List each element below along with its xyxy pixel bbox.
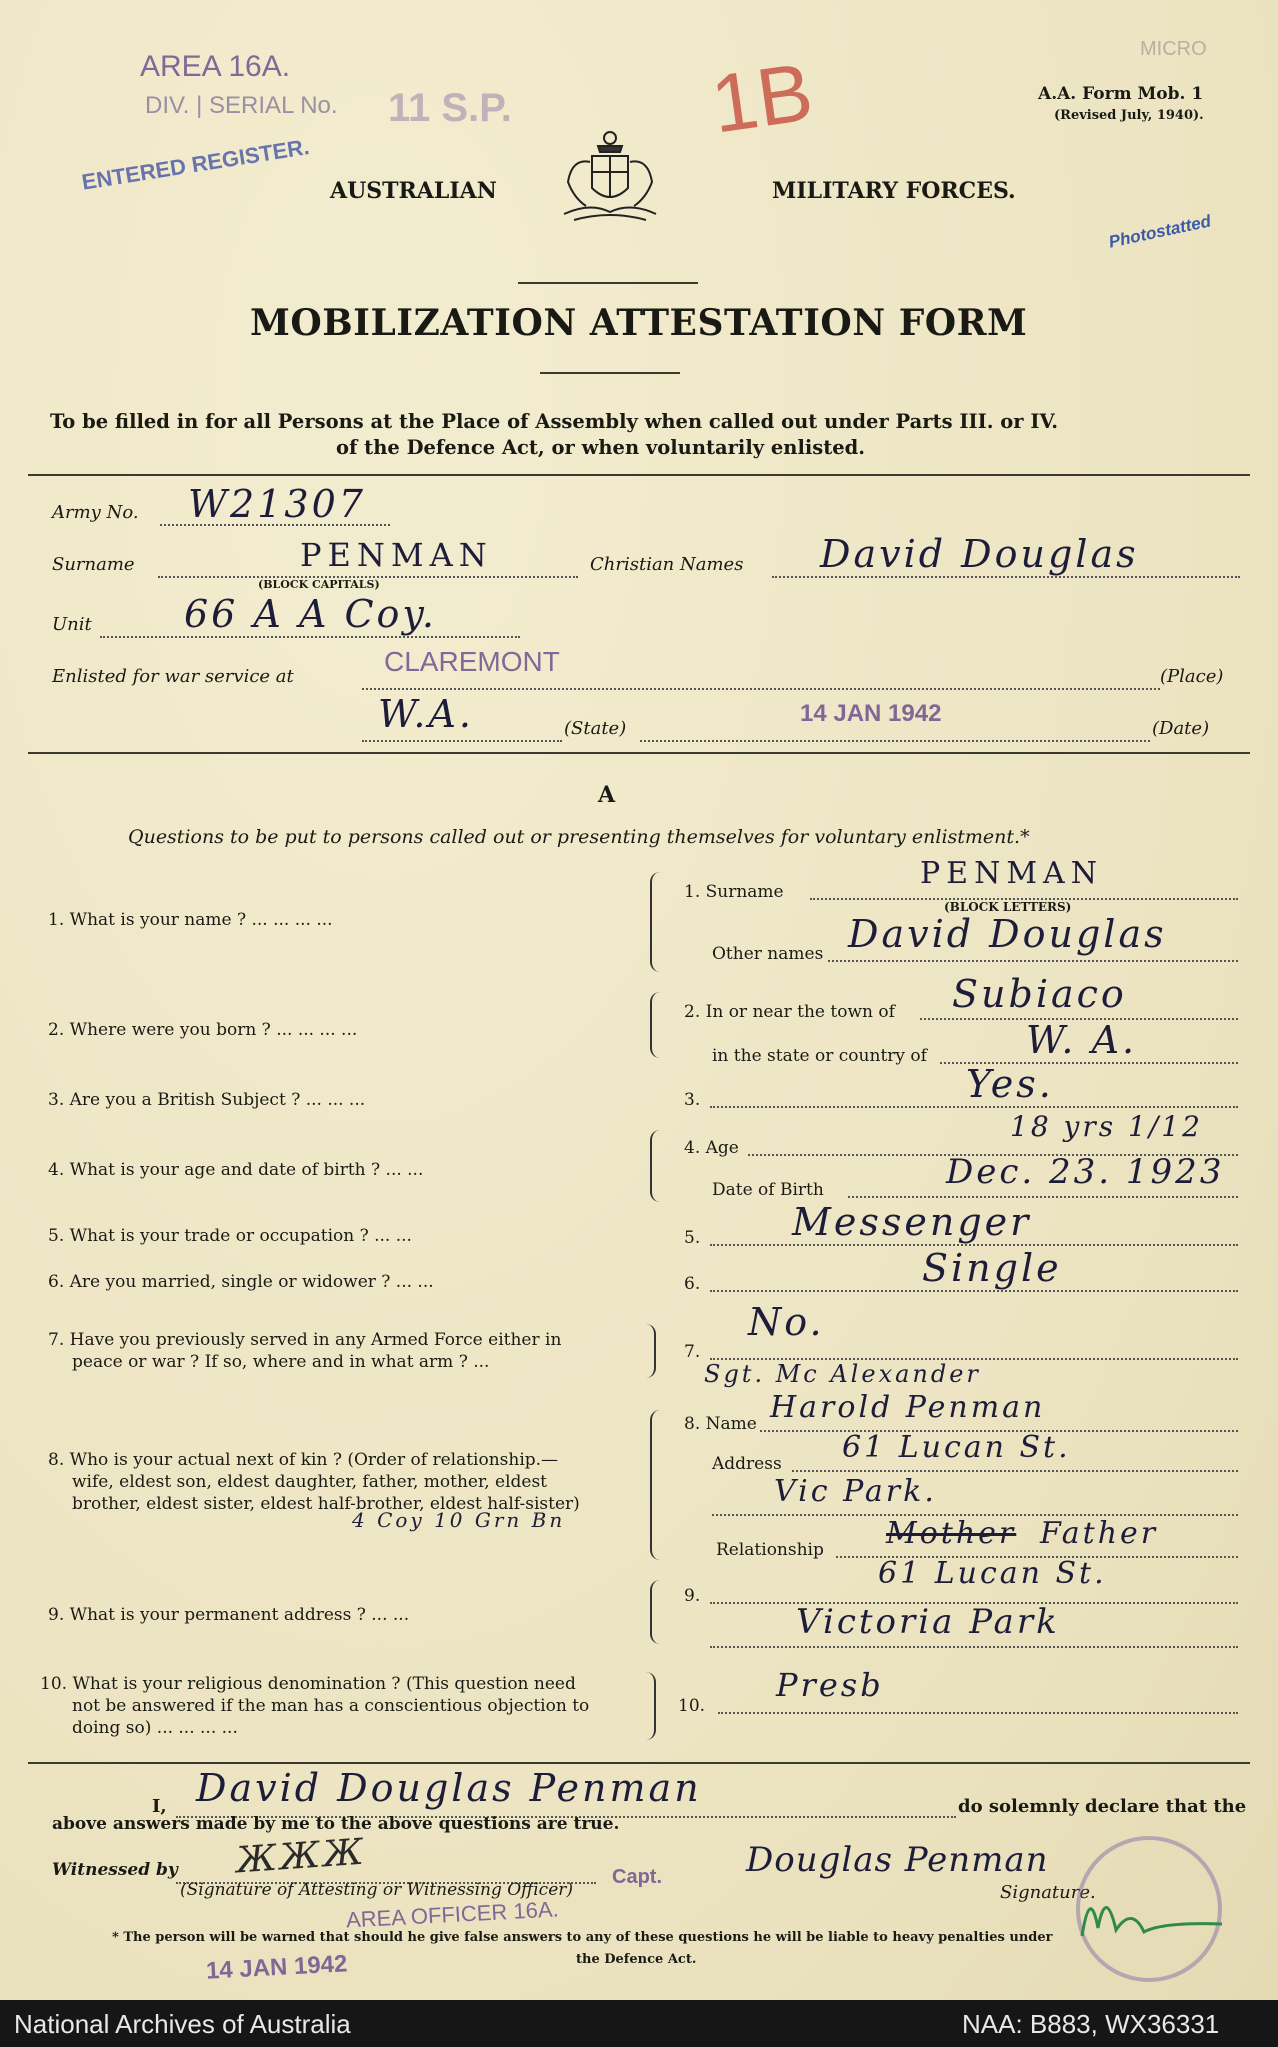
answer-1-surname-label: 1. Surname (684, 882, 784, 902)
enlisted-label: Enlisted for war service at (52, 666, 294, 687)
entered-register-stamp: ENTERED REGISTER. (80, 134, 311, 195)
answer-6-label: 6. (684, 1274, 701, 1294)
form-code: A.A. Form Mob. 1 (1038, 84, 1204, 104)
question-5: 5. What is your trade or occupation ? ... ... (48, 1226, 412, 1246)
question-7-line-1: 7. Have you previously served in any Armed Force either in (48, 1330, 562, 1350)
section-letter: A (598, 782, 616, 808)
answer-8-annotation: Sgt. Mc Alexander (704, 1360, 981, 1388)
declaration-i: I, (152, 1796, 167, 1817)
date-label: (Date) (1152, 718, 1210, 739)
answer-3: Yes. (966, 1062, 1054, 1106)
declaration-name: David Douglas Penman (196, 1766, 702, 1810)
unit-label: Unit (52, 614, 92, 635)
answer-7-label: 7. (684, 1342, 701, 1362)
header-left: AUSTRALIAN (330, 178, 497, 204)
micro-stamp: MICRO (1140, 38, 1207, 60)
coat-of-arms-icon (550, 128, 670, 228)
answer-1-block-letters: (BLOCK LETTERS) (944, 900, 1072, 914)
answer-6: Single (922, 1246, 1062, 1290)
question-9: 9. What is your permanent address ? ... ... (48, 1605, 410, 1625)
warning-line-1: * The person will be warned that should he give false answers to any of these questions he will be liable to heavy penalties under (112, 1930, 1053, 1945)
form-revision: (Revised July, 1940). (1054, 108, 1204, 123)
answer-2-town-label: 2. In or near the town of (684, 1002, 895, 1022)
answer-1-other: David Douglas (848, 912, 1167, 956)
answer-10-label: 10. (678, 1696, 706, 1716)
question-3: 3. Are you a British Subject ? ... ... ... (48, 1090, 366, 1110)
witness-signature: ЖЖЖ (234, 1831, 368, 1882)
answer-1-other-label: Other names (712, 944, 824, 964)
green-initials-icon (1072, 1866, 1232, 1950)
answer-2-state: W. A. (1026, 1018, 1138, 1062)
declaration-line-2: above answers made by me to the above questions are true. (52, 1814, 620, 1834)
instruction-line-1: To be filled in for all Persons at the Place of Assembly when called out under Parts III. or IV. (50, 410, 1058, 433)
state-label: (State) (564, 718, 627, 739)
answer-8-name: Harold Penman (770, 1390, 1046, 1425)
signature-label: Signature. (1000, 1882, 1096, 1903)
section-subtitle: Questions to be put to persons called out or presenting themselves for voluntary enlistment.* (128, 826, 1030, 848)
christian-names-value: David Douglas (820, 532, 1139, 576)
header-right: MILITARY FORCES. (772, 178, 1016, 204)
warning-line-2: the Defence Act. (576, 1952, 697, 1967)
question-10-line-2: not be answered if the man has a conscientious objection to (72, 1696, 590, 1716)
attesting-officer-label: (Signature of Attesting or Witnessing Officer) (180, 1880, 574, 1900)
question-8-line-1: 8. Who is your actual next of kin ? (Order of relationship.— (48, 1450, 559, 1470)
area-stamp: AREA 16A. (140, 50, 291, 83)
surname-value: PENMAN (300, 536, 493, 574)
state-value: W.A. (378, 692, 475, 736)
corner-mark: 1B (706, 46, 819, 151)
question-8-line-2: wife, eldest son, eldest daughter, father, mother, eldest (72, 1472, 548, 1492)
div-serial-stamp: DIV. | SERIAL No. (145, 92, 338, 119)
answer-9-label: 9. (684, 1586, 701, 1606)
bottom-date-stamp: 14 JAN 1942 (205, 1950, 349, 1985)
surname-block-caps-note: (BLOCK CAPITALS) (258, 578, 380, 591)
question-6: 6. Are you married, single or widower ? ... ... (48, 1272, 434, 1292)
answer-4-age: 18 yrs 1/12 (1010, 1110, 1203, 1143)
question-1: 1. What is your name ? ... ... ... ... (48, 910, 333, 930)
answer-10: Presb (776, 1666, 884, 1704)
answer-9-line-1: 61 Lucan St. (878, 1556, 1107, 1591)
answer-9-line-2: Victoria Park (796, 1602, 1060, 1642)
area-officer-stamp: AREA OFFICER 16A. (345, 1896, 560, 1933)
answer-2-state-label: in the state or country of (712, 1046, 927, 1066)
archive-reference: NAA: B883, WX36331 (962, 2009, 1220, 2039)
answer-5: Messenger (792, 1200, 1032, 1244)
question-10-line-1: 10. What is your religious denomination ? (This question need (40, 1674, 576, 1694)
answer-4-age-label: 4. Age (684, 1138, 739, 1158)
answer-7: No. (748, 1300, 825, 1344)
answer-8-relationship-struck: Mother (886, 1516, 1017, 1551)
witnessed-by-label: Witnessed by (52, 1860, 178, 1880)
answer-4-dob: Dec. 23. 1923 (946, 1152, 1225, 1192)
answer-8-address-label: Address (712, 1454, 782, 1474)
declaration-solemnly: do solemnly declare that the (958, 1796, 1247, 1817)
answer-2-town: Subiaco (952, 972, 1127, 1016)
surname-label: Surname (52, 554, 135, 575)
question-4: 4. What is your age and date of birth ? ... ... (48, 1160, 424, 1180)
answer-8-name-label: 8. Name (684, 1414, 757, 1434)
answer-3-label: 3. (684, 1090, 701, 1110)
photostatted-stamp: Photostatted (1107, 211, 1213, 252)
army-no-value: W21307 (188, 482, 366, 526)
answer-1-surname: PENMAN (920, 856, 1103, 891)
enlistment-date-stamp: 14 JAN 1942 (800, 700, 942, 727)
army-no-label: Army No. (52, 502, 139, 523)
enlistment-place-stamp: CLAREMONT (384, 646, 560, 677)
answer-8-address-1: 61 Lucan St. (842, 1430, 1071, 1465)
christian-names-label: Christian Names (590, 554, 744, 575)
question-10-line-3: doing so) ... ... ... ... (72, 1718, 238, 1738)
serial-number-stamp: 11 S.P. (388, 86, 512, 130)
question-8-line-3: brother, eldest sister, eldest half-brother, eldest half-sister) (72, 1494, 580, 1514)
unit-value: 66 A A Coy. (184, 592, 437, 636)
question-8-note: 4 Coy 10 Grn Bn (352, 1508, 566, 1532)
capt-stamp: Capt. (612, 1866, 662, 1888)
archive-name: National Archives of Australia (14, 2009, 351, 2039)
form-title: MOBILIZATION ATTESTATION FORM (250, 302, 1028, 344)
answer-8-address-2: Vic Park. (774, 1474, 937, 1509)
answer-5-label: 5. (684, 1228, 701, 1248)
recruit-signature: Douglas Penman (746, 1840, 1049, 1880)
place-label: (Place) (1160, 666, 1224, 687)
instruction-line-2: of the Defence Act, or when voluntarily enlisted. (336, 436, 866, 459)
question-2: 2. Where were you born ? ... ... ... ... (48, 1020, 358, 1040)
answer-4-dob-label: Date of Birth (712, 1180, 824, 1200)
archive-footer (0, 2000, 1278, 2047)
question-7-line-2: peace or war ? If so, where and in what arm ? ... (72, 1352, 490, 1372)
answer-8-relationship-label: Relationship (716, 1540, 824, 1560)
answer-8-relationship: Father (1040, 1516, 1159, 1551)
